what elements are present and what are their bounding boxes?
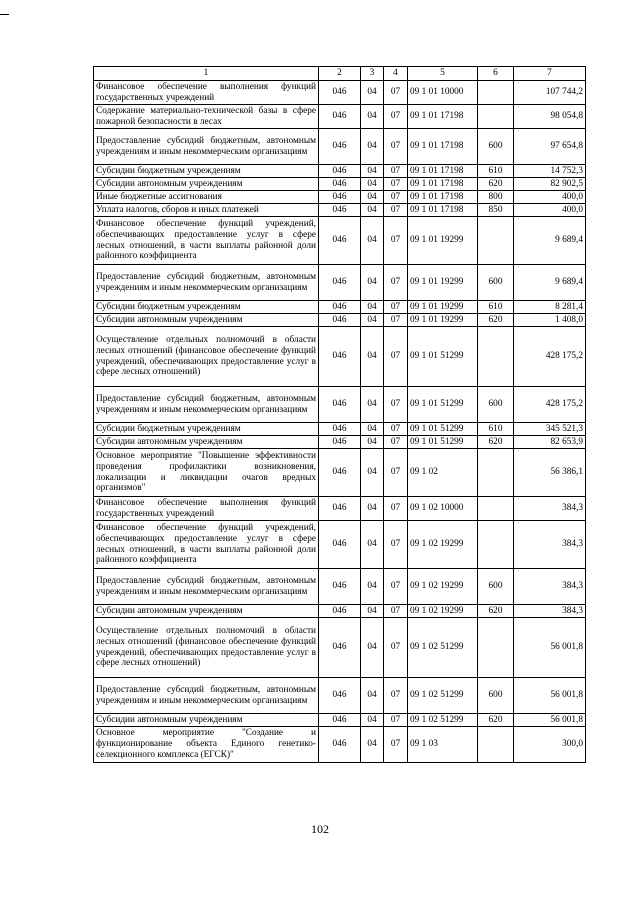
- header-col-6: 6: [478, 67, 514, 81]
- table-row: [94, 727, 586, 763]
- row-admin-code-cell: 046: [319, 727, 361, 763]
- row-admin-code-cell: 046: [319, 387, 361, 423]
- row-subsection-cell: 07: [384, 449, 408, 497]
- row-amount-cell: 384,3: [514, 497, 586, 521]
- row-section-cell: 04: [361, 569, 384, 605]
- table-row: [94, 569, 586, 605]
- row-target-item-cell: 09 1 01 51299: [408, 436, 478, 449]
- row-section-cell: 04: [361, 727, 384, 763]
- table-header: [94, 67, 586, 81]
- table-row: [94, 314, 586, 327]
- row-name-cell: Предоставление субсидий бюджетным, автономным учреждениям и иным некоммерческим организациям: [94, 129, 319, 165]
- row-amount-cell: 428 175,2: [514, 327, 586, 387]
- page-number: 102: [311, 822, 329, 836]
- row-subsection-cell: 07: [384, 105, 408, 129]
- row-subsection-cell: 07: [384, 605, 408, 618]
- row-subsection-cell: 07: [384, 204, 408, 217]
- row-section-cell: 04: [361, 449, 384, 497]
- row-section-cell: 04: [361, 178, 384, 191]
- row-name-cell: Предоставление субсидий бюджетным, автономным учреждениям и иным некоммерческим организациям: [94, 569, 319, 605]
- row-expense-type-cell: [478, 497, 514, 521]
- row-name-cell: Субсидии бюджетным учреждениям: [94, 423, 319, 436]
- row-target-item-cell: 09 1 01 17198: [408, 204, 478, 217]
- row-target-item-cell: 09 1 01 19299: [408, 314, 478, 327]
- table-row: [94, 714, 586, 727]
- row-admin-code-cell: 046: [319, 605, 361, 618]
- row-expense-type-cell: 600: [478, 265, 514, 301]
- row-expense-type-cell: 610: [478, 423, 514, 436]
- row-target-item-cell: 09 1 02 51299: [408, 618, 478, 678]
- row-subsection-cell: 07: [384, 301, 408, 314]
- row-section-cell: 04: [361, 217, 384, 265]
- row-expense-type-cell: [478, 105, 514, 129]
- row-target-item-cell: 09 1 02 19299: [408, 569, 478, 605]
- row-target-item-cell: 09 1 02 19299: [408, 605, 478, 618]
- row-expense-type-cell: 850: [478, 204, 514, 217]
- row-subsection-cell: 07: [384, 436, 408, 449]
- row-target-item-cell: 09 1 02 10000: [408, 497, 478, 521]
- row-admin-code-cell: 046: [319, 449, 361, 497]
- row-name-cell: Осуществление отдельных полномочий в области лесных отношений (финансовое обеспечение функций учреждений, обеспечивающих предоставление услуг в сфере лесных отношений): [94, 618, 319, 678]
- row-subsection-cell: 07: [384, 178, 408, 191]
- row-target-item-cell: 09 1 01 51299: [408, 387, 478, 423]
- row-admin-code-cell: 046: [319, 714, 361, 727]
- header-row: [94, 67, 586, 81]
- row-amount-cell: 56 386,1: [514, 449, 586, 497]
- row-name-cell: Субсидии автономным учреждениям: [94, 178, 319, 191]
- table-row: [94, 105, 586, 129]
- header-col-1: 1: [94, 67, 319, 81]
- row-target-item-cell: 09 1 01 19299: [408, 301, 478, 314]
- table-row: [94, 436, 586, 449]
- header-col-2: 2: [319, 67, 361, 81]
- row-subsection-cell: 07: [384, 165, 408, 178]
- row-admin-code-cell: 046: [319, 191, 361, 204]
- row-section-cell: 04: [361, 497, 384, 521]
- row-admin-code-cell: 046: [319, 129, 361, 165]
- table-row: [94, 265, 586, 301]
- row-admin-code-cell: 046: [319, 521, 361, 569]
- header-col-7: 7: [514, 67, 586, 81]
- row-section-cell: 04: [361, 678, 384, 714]
- row-admin-code-cell: 046: [319, 569, 361, 605]
- row-amount-cell: 384,3: [514, 521, 586, 569]
- row-target-item-cell: 09 1 01 17198: [408, 178, 478, 191]
- row-admin-code-cell: 046: [319, 301, 361, 314]
- row-admin-code-cell: 046: [319, 105, 361, 129]
- row-name-cell: Финансовое обеспечение выполнения функций государственных учреждений: [94, 81, 319, 105]
- row-subsection-cell: 07: [384, 191, 408, 204]
- table-row: [94, 423, 586, 436]
- row-section-cell: 04: [361, 301, 384, 314]
- row-name-cell: Субсидии бюджетным учреждениям: [94, 301, 319, 314]
- row-admin-code-cell: 046: [319, 678, 361, 714]
- row-section-cell: 04: [361, 423, 384, 436]
- row-amount-cell: 384,3: [514, 569, 586, 605]
- row-section-cell: 04: [361, 521, 384, 569]
- table-row: [94, 618, 586, 678]
- row-name-cell: Финансовое обеспечение выполнения функций государственных учреждений: [94, 497, 319, 521]
- row-target-item-cell: 09 1 02: [408, 449, 478, 497]
- row-name-cell: Субсидии бюджетным учреждениям: [94, 165, 319, 178]
- row-subsection-cell: 07: [384, 569, 408, 605]
- row-section-cell: 04: [361, 618, 384, 678]
- row-amount-cell: 8 281,4: [514, 301, 586, 314]
- row-admin-code-cell: 046: [319, 618, 361, 678]
- row-expense-type-cell: [478, 618, 514, 678]
- row-amount-cell: 9 689,4: [514, 217, 586, 265]
- table-row: [94, 81, 586, 105]
- row-name-cell: Предоставление субсидий бюджетным, автономным учреждениям и иным некоммерческим организациям: [94, 387, 319, 423]
- row-admin-code-cell: 046: [319, 497, 361, 521]
- row-target-item-cell: 09 1 01 19299: [408, 265, 478, 301]
- table-row: [94, 521, 586, 569]
- row-amount-cell: 98 054,8: [514, 105, 586, 129]
- table-row: [94, 387, 586, 423]
- row-expense-type-cell: 600: [478, 129, 514, 165]
- row-expense-type-cell: [478, 727, 514, 763]
- budget-table: [93, 66, 586, 763]
- row-subsection-cell: 07: [384, 727, 408, 763]
- row-target-item-cell: 09 1 01 17198: [408, 105, 478, 129]
- row-name-cell: Основное мероприятие "Повышение эффективности проведения профилактики возникновения, локализации и ликвидации очагов вредных организмов": [94, 449, 319, 497]
- row-expense-type-cell: 800: [478, 191, 514, 204]
- row-name-cell: Субсидии автономным учреждениям: [94, 314, 319, 327]
- row-amount-cell: 300,0: [514, 727, 586, 763]
- row-section-cell: 04: [361, 165, 384, 178]
- row-section-cell: 04: [361, 314, 384, 327]
- row-subsection-cell: 07: [384, 618, 408, 678]
- row-expense-type-cell: 620: [478, 605, 514, 618]
- row-target-item-cell: 09 1 01 17198: [408, 129, 478, 165]
- row-target-item-cell: 09 1 02 51299: [408, 714, 478, 727]
- row-amount-cell: 82 902,5: [514, 178, 586, 191]
- header-col-3: 3: [361, 67, 384, 81]
- row-section-cell: 04: [361, 714, 384, 727]
- row-amount-cell: 107 744,2: [514, 81, 586, 105]
- row-name-cell: Субсидии автономным учреждениям: [94, 436, 319, 449]
- row-section-cell: 04: [361, 191, 384, 204]
- table-row: [94, 605, 586, 618]
- row-target-item-cell: 09 1 01 51299: [408, 423, 478, 436]
- row-section-cell: 04: [361, 327, 384, 387]
- row-section-cell: 04: [361, 387, 384, 423]
- row-expense-type-cell: 610: [478, 301, 514, 314]
- header-col-4: 4: [384, 67, 408, 81]
- row-expense-type-cell: 620: [478, 436, 514, 449]
- row-amount-cell: 82 653,9: [514, 436, 586, 449]
- row-name-cell: Предоставление субсидий бюджетным, автономным учреждениям и иным некоммерческим организациям: [94, 678, 319, 714]
- row-subsection-cell: 07: [384, 314, 408, 327]
- row-name-cell: Финансовое обеспечение функций учреждений, обеспечивающих предоставление услуг в сфере лесных отношений, в части выплаты районной доли районного коэффициента: [94, 217, 319, 265]
- row-admin-code-cell: 046: [319, 327, 361, 387]
- row-admin-code-cell: 046: [319, 217, 361, 265]
- row-amount-cell: 14 752,3: [514, 165, 586, 178]
- row-subsection-cell: 07: [384, 497, 408, 521]
- row-amount-cell: 400,0: [514, 204, 586, 217]
- row-expense-type-cell: 600: [478, 387, 514, 423]
- row-name-cell: Финансовое обеспечение функций учреждений, обеспечивающих предоставление услуг в сфере лесных отношений, в части выплаты районной доли районного коэффициента: [94, 521, 319, 569]
- row-subsection-cell: 07: [384, 327, 408, 387]
- row-amount-cell: 400,0: [514, 191, 586, 204]
- row-expense-type-cell: 620: [478, 314, 514, 327]
- row-subsection-cell: 07: [384, 81, 408, 105]
- row-admin-code-cell: 046: [319, 81, 361, 105]
- row-expense-type-cell: [478, 521, 514, 569]
- row-amount-cell: 428 175,2: [514, 387, 586, 423]
- row-name-cell: Субсидии автономным учреждениям: [94, 714, 319, 727]
- row-target-item-cell: 09 1 02 51299: [408, 678, 478, 714]
- row-admin-code-cell: 046: [319, 423, 361, 436]
- row-subsection-cell: 07: [384, 217, 408, 265]
- row-amount-cell: 56 001,8: [514, 678, 586, 714]
- row-expense-type-cell: 610: [478, 165, 514, 178]
- row-section-cell: 04: [361, 265, 384, 301]
- row-name-cell: Основное мероприятие "Создание и функционирование объекта Единого генетико-селекционного комплекса (ЕГСК)": [94, 727, 319, 763]
- row-section-cell: 04: [361, 129, 384, 165]
- row-section-cell: 04: [361, 81, 384, 105]
- row-expense-type-cell: 620: [478, 714, 514, 727]
- row-target-item-cell: 09 1 02 19299: [408, 521, 478, 569]
- row-subsection-cell: 07: [384, 521, 408, 569]
- row-section-cell: 04: [361, 436, 384, 449]
- table-row: [94, 327, 586, 387]
- row-section-cell: 04: [361, 605, 384, 618]
- table-row: [94, 129, 586, 165]
- row-target-item-cell: 09 1 01 17198: [408, 191, 478, 204]
- table-row: [94, 678, 586, 714]
- row-admin-code-cell: 046: [319, 165, 361, 178]
- row-amount-cell: 1 408,0: [514, 314, 586, 327]
- row-admin-code-cell: 046: [319, 314, 361, 327]
- row-expense-type-cell: [478, 449, 514, 497]
- row-subsection-cell: 07: [384, 129, 408, 165]
- row-target-item-cell: 09 1 01 19299: [408, 217, 478, 265]
- table-body: [94, 81, 586, 763]
- table-row: [94, 178, 586, 191]
- row-amount-cell: 9 689,4: [514, 265, 586, 301]
- table-row: [94, 204, 586, 217]
- row-amount-cell: 384,3: [514, 605, 586, 618]
- row-name-cell: Осуществление отдельных полномочий в области лесных отношений (финансовое обеспечение функций учреждений, обеспечивающих предоставление услуг в сфере лесных отношений): [94, 327, 319, 387]
- row-section-cell: 04: [361, 204, 384, 217]
- row-subsection-cell: 07: [384, 265, 408, 301]
- row-subsection-cell: 07: [384, 423, 408, 436]
- row-expense-type-cell: 600: [478, 678, 514, 714]
- table-row: [94, 449, 586, 497]
- table-row: [94, 217, 586, 265]
- table-row: [94, 497, 586, 521]
- row-expense-type-cell: 600: [478, 569, 514, 605]
- row-name-cell: Предоставление субсидий бюджетным, автономным учреждениям и иным некоммерческим организациям: [94, 265, 319, 301]
- row-admin-code-cell: 046: [319, 265, 361, 301]
- row-expense-type-cell: [478, 327, 514, 387]
- row-name-cell: Субсидии автономным учреждениям: [94, 605, 319, 618]
- row-target-item-cell: 09 1 03: [408, 727, 478, 763]
- header-col-5: 5: [408, 67, 478, 81]
- row-expense-type-cell: [478, 217, 514, 265]
- table-row: [94, 301, 586, 314]
- row-subsection-cell: 07: [384, 678, 408, 714]
- row-subsection-cell: 07: [384, 387, 408, 423]
- row-name-cell: Уплата налогов, сборов и иных платежей: [94, 204, 319, 217]
- row-amount-cell: 97 654,8: [514, 129, 586, 165]
- table-row: [94, 191, 586, 204]
- row-admin-code-cell: 046: [319, 178, 361, 191]
- row-section-cell: 04: [361, 105, 384, 129]
- row-name-cell: Иные бюджетные ассигнования: [94, 191, 319, 204]
- row-admin-code-cell: 046: [319, 436, 361, 449]
- row-target-item-cell: 09 1 01 10000: [408, 81, 478, 105]
- row-amount-cell: 56 001,8: [514, 714, 586, 727]
- row-amount-cell: 345 521,3: [514, 423, 586, 436]
- row-expense-type-cell: [478, 81, 514, 105]
- row-expense-type-cell: 620: [478, 178, 514, 191]
- row-amount-cell: 56 001,8: [514, 618, 586, 678]
- row-target-item-cell: 09 1 01 17198: [408, 165, 478, 178]
- row-subsection-cell: 07: [384, 714, 408, 727]
- corner-mark: [0, 14, 9, 15]
- table-row: [94, 165, 586, 178]
- row-admin-code-cell: 046: [319, 204, 361, 217]
- row-name-cell: Содержание материально-технической базы в сфере пожарной безопасности в лесах: [94, 105, 319, 129]
- row-target-item-cell: 09 1 01 51299: [408, 327, 478, 387]
